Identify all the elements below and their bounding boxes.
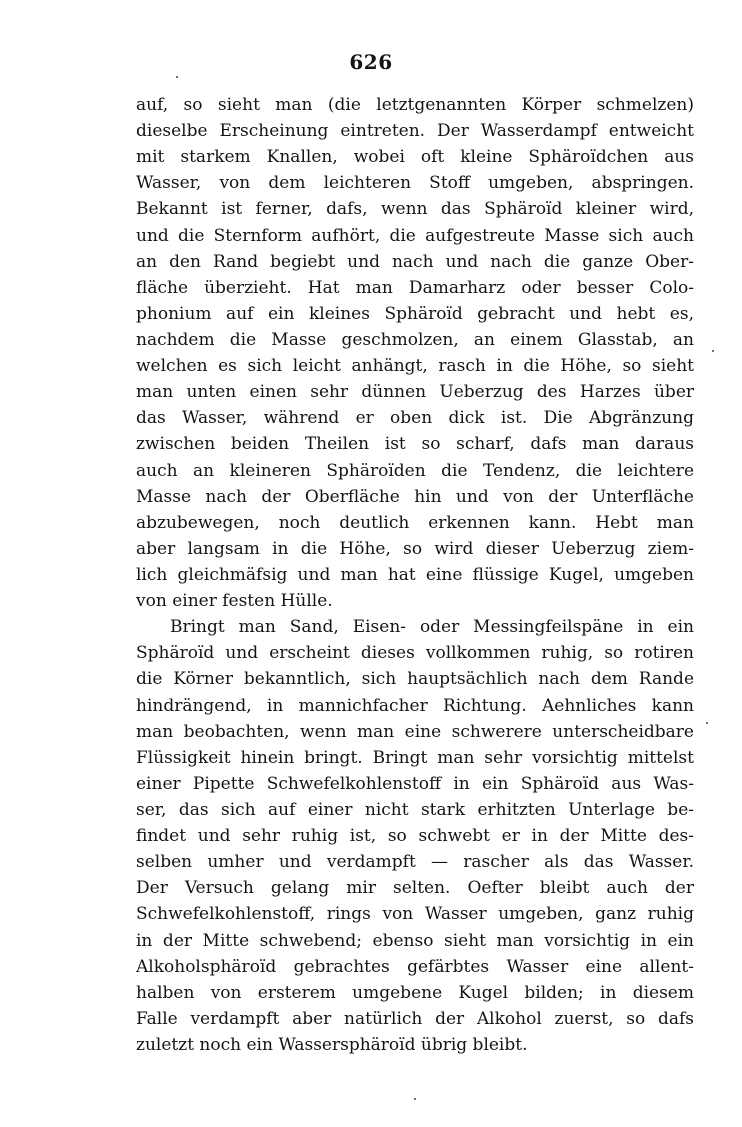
- text-line: Alkoholsphäroïd gebrachtes gefärbtes Wasser eine allent-: [136, 956, 694, 977]
- scan-speck: [706, 722, 708, 724]
- text-line: findet und sehr ruhig ist, so schwebt er in der Mitte des-: [136, 826, 694, 847]
- text-line: an den Rand begiebt und nach und nach die ganze Ober-: [136, 251, 694, 272]
- text-line: man unten einen sehr dünnen Ueberzug des Harzes über: [136, 382, 694, 403]
- text-line: Bringt man Sand, Eisen- oder Messingfeilspäne in ein: [170, 617, 694, 638]
- text-line: und die Sternform aufhört, die aufgestreute Masse sich auch: [136, 225, 694, 246]
- text-line: in der Mitte schwebend; ebenso sieht man vorsichtig in ein: [136, 930, 694, 951]
- text-line: auf, so sieht man (die letztgenannten Körper schmelzen): [136, 95, 694, 115]
- text-line: ser, das sich auf einer nicht stark erhitzten Unterlage be-: [136, 799, 694, 820]
- text-line: aber langsam in die Höhe, so wird dieser Ueberzug ziem-: [136, 538, 694, 559]
- scan-speck: [176, 76, 178, 78]
- text-line: selben umher und verdampft — rascher als das Wasser.: [136, 852, 694, 873]
- body-text: [136, 92, 694, 1058]
- text-line: hindrängend, in mannichfacher Richtung. Aehnliches kann: [136, 695, 694, 716]
- scan-speck: [712, 350, 714, 352]
- text-line: welchen es sich leicht anhängt, rasch in die Höhe, so sieht: [136, 356, 694, 377]
- text-line: zuletzt noch ein Wassersphäroïd übrig bleibt.: [136, 1034, 528, 1055]
- text-line: dieselbe Erscheinung eintreten. Der Wasserdampf entweicht: [136, 121, 694, 142]
- text-line: die Körner bekanntlich, sich hauptsächlich nach dem Rande: [136, 669, 694, 690]
- text-line: phonium auf ein kleines Sphäroïd gebracht und hebt es,: [136, 303, 694, 324]
- text-line: Bekannt ist ferner, dafs, wenn das Sphäroïd kleiner wird,: [136, 199, 694, 220]
- text-line: halben von ersterem umgebene Kugel bilden; in diesem: [136, 982, 694, 1003]
- text-line: das Wasser, während er oben dick ist. Die Abgränzung: [136, 408, 694, 429]
- text-line: Falle verdampft aber natürlich der Alkohol zuerst, so dafs: [136, 1008, 694, 1029]
- text-line: Flüssigkeit hinein bringt. Bringt man sehr vorsichtig mittelst: [136, 747, 694, 768]
- scan-speck: [414, 1098, 416, 1100]
- text-line: von einer festen Hülle.: [136, 591, 333, 612]
- text-line: Sphäroïd und erscheint dieses vollkommen ruhig, so rotiren: [136, 643, 694, 664]
- text-line: abzubewegen, noch deutlich erkennen kann. Hebt man: [136, 512, 694, 533]
- text-line: man beobachten, wenn man eine schwerere unterscheidbare: [136, 721, 694, 742]
- text-line: Der Versuch gelang mir selten. Oefter bleibt auch der: [136, 878, 694, 899]
- text-line: lich gleichmäfsig und man hat eine flüssige Kugel, umgeben: [136, 564, 694, 585]
- text-line: Wasser, von dem leichteren Stoff umgeben, abspringen.: [136, 173, 694, 194]
- text-line: mit starkem Knallen, wobei oft kleine Sphäroïdchen aus: [136, 147, 694, 168]
- text-line: Masse nach der Oberfläche hin und von der Unterfläche: [136, 486, 694, 507]
- text-line: auch an kleineren Sphäroïden die Tendenz, die leichtere: [136, 460, 694, 481]
- page-number: 626: [349, 50, 393, 74]
- text-line: fläche überzieht. Hat man Damarharz oder besser Colo-: [136, 277, 694, 298]
- text-line: einer Pipette Schwefelkohlenstoff in ein Sphäroïd aus Was-: [136, 773, 694, 794]
- text-line: nachdem die Masse geschmolzen, an einem Glasstab, an: [136, 329, 694, 350]
- text-line: zwischen beiden Theilen ist so scharf, dafs man daraus: [136, 434, 694, 455]
- text-line: Schwefelkohlenstoff, rings von Wasser umgeben, ganz ruhig: [136, 904, 694, 925]
